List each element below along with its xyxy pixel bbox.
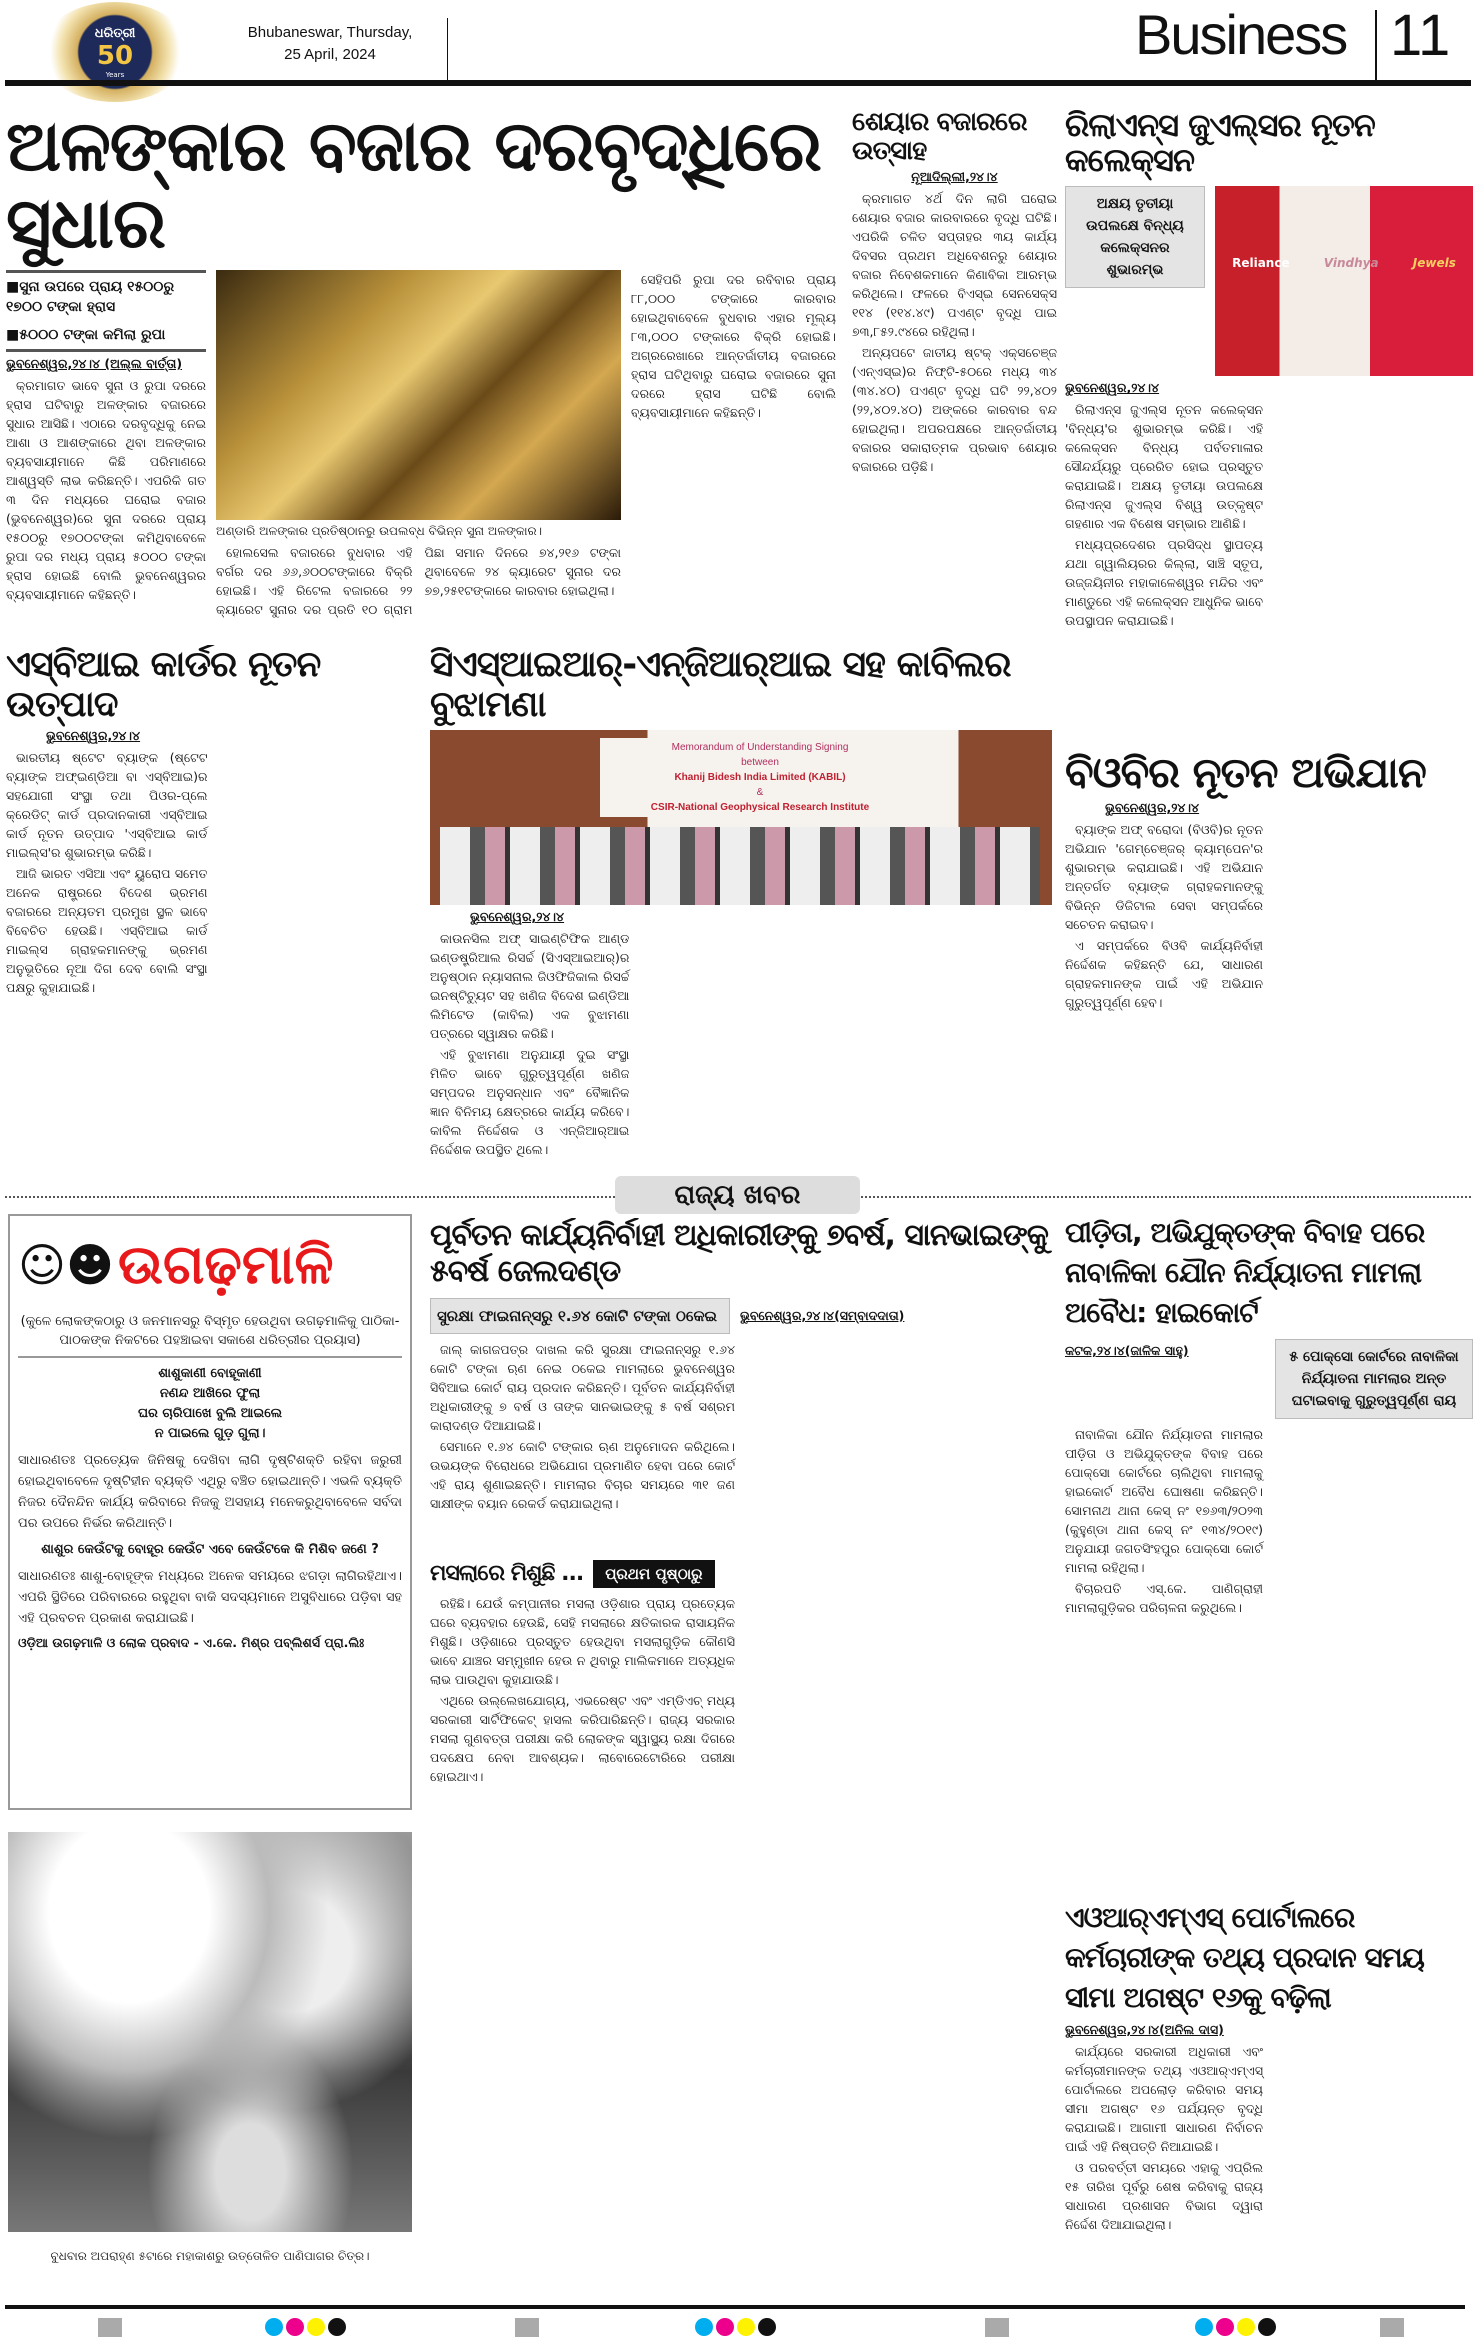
court-body (1065, 1425, 1473, 1893)
cmyk-marks (695, 2318, 779, 2340)
ugadmali-verse (18, 1364, 402, 1444)
article-paragraph: ରିଲାଏନ୍ସ ଜୁଏଲ୍ସ ନୂତନ କଲେକ୍ସନ 'ବିନ୍ଧ୍ୟ'ର ଶୁଭାରମ୍ଭ କରିଛି। ଏହି କଲେକ୍ସନ ବିନ୍ଧ୍ୟ ପର୍ବତମାଳାର ସୌନ୍ଦର୍ଯ୍ୟରୁ ପ୍ରେରିତ ହୋଇ ପ୍ରସ୍ତୁତ କରାଯାଇଛି। ଅକ୍ଷୟ ତୃତୀୟା ଉପଲକ୍ଷେ ରିଲାଏନ୍ସ ଜୁଏଲ୍ସ ବିଶ୍ୱ ଉତ୍କୃଷ୍ଟ ଗହଣାର ଏକ ବିଶେଷ ସମ୍ଭାର ଆଣିଛି। (1065, 402, 1263, 532)
date-line (215, 22, 445, 66)
gold-article (6, 108, 846, 633)
photo-text-vindhya: Vindhya (1323, 256, 1379, 271)
gold-subhead-2: ■୫୦୦୦ ଟଙ୍କା କମିଲା ରୁପା (6, 325, 206, 352)
bottom-rule (5, 2305, 1465, 2309)
registration-dot (737, 2318, 755, 2336)
article-paragraph: ବ୍ୟାଙ୍କ ଅଫ୍ ବରୋଦା (ବିଓବି)ର ନୂତନ ଅଭିଯାନ 'ଗେମ୍‌ଚେଞ୍ଜର୍ କ୍ୟାମ୍ପେନ'ର ଶୁଭାରମ୍ଭ କରାଯାଇଛି। ଏହି ଅଭିଯାନ ଅନ୍ତର୍ଗତ ବ୍ୟାଙ୍କ ଗ୍ରାହକମାନଙ୍କୁ ବିଭିନ୍ନ ଡିଜିଟାଲ ସେବା ସମ୍ପର୍କରେ ସଚେତନ କରାଇବ। (1065, 822, 1263, 933)
share-headline: ଶେୟାର ବଜାରରେ ଉତ୍ସାହ (852, 108, 1027, 166)
mou-body (430, 929, 1052, 1170)
article-paragraph: ବିଚାରପତି ଏସ୍‌.କେ. ପାଣିଗ୍ରାହୀ ମାମଲାଗୁଡ଼ିକର ପରିଚାଳନା କରୁଥିଲେ। (1065, 1581, 1263, 1615)
ugadmali-body-2: ସାଧାରଣତଃ ଶାଶୁ-ବୋହୂଙ୍କ ମଧ୍ୟରେ ଅନେକ ସମୟରେ ଝଗଡ଼ା ଲାଗିରହିଥାଏ। ଏପରି ସ୍ଥିତିରେ ପରିବାରରେ ରହୁଥିବା ବାକି ସଦସ୍ୟମାନେ ଅସୁବିଧାରେ ପଡ଼ିବା ସହ ଏହି ପ୍ରବଚନ ପ୍ରକାଶ କରାଯାଇଛି। (18, 1569, 402, 1626)
page-number: 11 (1390, 3, 1451, 68)
article-paragraph: ଏଥିରେ ଉଲ୍ଲେଖଯୋଗ୍ୟ, ଏଭରେଷ୍ଟ ଏବଂ ଏମ୍‌ଡିଏଚ୍ ମଧ୍ୟ ସରକାରୀ ସାର୍ଟିଫିକେଟ୍ ହାସଲ କରିପାରିଛନ୍ତି। ରାଜ୍ୟ ସରକାର ମସଲା ଗୁଣବତ୍ତା ପରୀକ୍ଷା କରି ଲୋକଙ୍କ ସ୍ୱାସ୍ଥ୍ୟ ରକ୍ଷା ଦିଗରେ ପଦକ୍ଷେପ ନେବା ଆବଶ୍ୟକ। ଲାବୋରେଟୋରିରେ ପରୀକ୍ଷା ହୋଇଥାଏ। (430, 1693, 735, 1784)
print-registration-marks (0, 2318, 1476, 2338)
reliance-article (1065, 108, 1473, 743)
mou-signing-photo (430, 730, 1052, 905)
gold-body-right (631, 270, 836, 633)
gold-body-mid (216, 543, 621, 633)
logo-years-label: Years (105, 70, 125, 79)
spice-headline: ମସଲାରେ ମିଶୁଛି ... (430, 1560, 584, 1586)
ugadmali-body-1: ସାଧାରଣତଃ ପ୍ରତ୍ୟେକ ଜିନିଷକୁ ଦେଖିବା ଲାଗି ଦୃଷ୍ଟିଶକ୍ତି ରହିବା ଜରୁରୀ ହୋଇଥିବାବେଳେ ଦୃଷ୍ଟିହୀନ ବ୍ୟକ୍ତି ଏଥିରୁ ବଞ୍ଚିତ ହୋଇଥାନ୍ତି। ଏଭଳି ବ୍ୟକ୍ତି ନିଜର ଦୈନନ୍ଦିନ କାର୍ଯ୍ୟ କରିବାରେ ନିଜକୁ ଅସହାୟ ମନେକରୁଥିବାବେଳେ ସର୍ବଦା ପର ଉପରେ ନିର୍ଭର କରିଥାନ୍ତି। (18, 1453, 402, 1531)
gold-photo-caption: ଅଣ୍ଡାରି ଅଳଙ୍କାର ପ୍ରତିଷ୍ଠାନରୁ ଉପଲବ୍ଧ ବିଭିନ୍ନ ସୁନା ଅଳଙ୍କାର। (216, 524, 543, 538)
aorms-article (1065, 1898, 1473, 2300)
mou-article (430, 645, 1052, 1170)
aorms-headline: ଏଓଆର୍‌ଏମ୍‌ଏସ୍ ପୋର୍ଟାଲରେ କର୍ମଚାରୀଙ୍କ ତଥ୍ୟ ପ୍ରଦାନ ସମୟ ସୀମା ଅଗଷ୍ଟ ୧୬କୁ ବଢ଼ିଲା (1065, 1901, 1424, 2014)
cmyk-marks (265, 2318, 349, 2340)
article-paragraph: ଆଜି ଭାରତ ଏସିଆ ଏବଂ ୟୁରୋପ ସମେତ ଅନେକ ରାଷ୍ଟ୍ରରେ ବିଦେଶ ଭ୍ରମଣ ବଜାରରେ ଅନ୍ୟତମ ପ୍ରମୁଖ ସ୍ଥଳ ଭାବେ ବିବେଚିତ ହେଉଛି। ଏସ୍‌ବିଆଇ କାର୍ଡ ମାଇଲ୍ସ ଗ୍ରାହକମାନଙ୍କୁ ଭ୍ରମଣ ଅନୁଭୂତିରେ ନୂଆ ଦିଗ ଦେବ ବୋଲି ସଂସ୍ଥା ପକ୍ଷରୁ କୁହାଯାଇଛି। (6, 866, 208, 996)
article-paragraph: ଭାରତୀୟ ଷ୍ଟେଟ ବ୍ୟାଙ୍କ (ଷ୍ଟେଟ ବ୍ୟାଙ୍କ ଅଫ୍‌ଇଣ୍ଡିଆ ବା ଏସ୍‌ବିଆଇ)ର ସହଯୋଗୀ ସଂସ୍ଥା ତଥା ପିଓର-ପ୍ଲେ କ୍ରେଡିଟ୍‌ କାର୍ଡ ପ୍ରଦାନକାରୀ ଏସ୍‌ବିଆଇ କାର୍ଡ ନୂତନ ଉତ୍ପାଦ 'ଏସ୍‌ବିଆଇ କାର୍ଡ ମାଇଲ୍ସ'ର ଶୁଭାରମ୍ଭ କରିଛି। (6, 750, 208, 861)
jail-body (430, 1340, 1052, 1552)
registration-dot (695, 2318, 713, 2336)
ugadmali-header (18, 1224, 402, 1306)
jail-dateline: ଭୁବନେଶ୍ୱର,୨୪।୪(ସମ୍ବାଦଦାତା) (740, 1308, 905, 1323)
spice-article (430, 1560, 1052, 2300)
banner-line: Khanij Bidesh India Limited (KABIL) (674, 772, 846, 784)
article-paragraph: ଏହି ବୁଝାମଣା ଅନୁଯାୟୀ ଦୁଇ ସଂସ୍ଥା ମିଳିତ ଭାବେ ଗୁରୁତ୍ୱପୂର୍ଣ୍ଣ ଖଣିଜ ସମ୍ପଦର ଅନୁସନ୍ଧାନ ଏବଂ ବୈଜ୍ଞାନିକ ଜ୍ଞାନ ବିନିମୟ କ୍ଷେତ୍ରରେ କାର୍ଯ୍ୟ କରିବେ। କାବିଲ ନିର୍ଦ୍ଦେଶକ ଓ ଏନ୍‌ଜିଆର୍‌ଆଇ ନିର୍ଦ୍ଦେଶକ ଉପସ୍ଥିତ ଥିଲେ। (430, 1047, 630, 1158)
registration-dot (265, 2318, 283, 2336)
article-paragraph: ଜାଲ୍ କାଗଜପତ୍ର ଦାଖଲ କରି ସୁରକ୍ଷା ଫାଇନାନ୍ସରୁ ୧.୬୪ କୋଟି ଟଙ୍କା ଋଣ ନେଇ ଠକେଇ ମାମଲାରେ ଭୁବନେଶ୍ୱର ସିବିଆଇ କୋର୍ଟ ରାୟ ପ୍ରଦାନ କରିଛନ୍ତି। ପୂର୍ବତନ କାର୍ଯ୍ୟନିର୍ବାହୀ ଅଧିକାରୀଙ୍କୁ ୭ ବର୍ଷ ଓ ତାଙ୍କ ସାନଭାଇଙ୍କୁ ୫ ବର୍ଷ ସଶ୍ରମ କାରାଦଣ୍ଡ ଦିଆଯାଇଛି। (430, 1342, 735, 1433)
banner-line: Memorandum of Understanding Signing (671, 742, 849, 754)
gold-headline: ଅଳଙ୍କାର ବଜାର ଦରବୃଦ୍ଧିରେ ସୁଧାର (6, 108, 821, 264)
bob-headline: ବିଓବିର ନୂତନ ଅଭିଯାନ (1065, 750, 1426, 797)
jail-subhead: ସୁରକ୍ଷା ଫାଇନାନ୍ସରୁ ୧.୬୪ କୋଟି ଟଙ୍କା ଠକେଇ (430, 1298, 730, 1334)
bob-body (1065, 820, 1473, 1170)
spice-head-row (430, 1560, 1052, 1588)
article-paragraph: ସେହିପରି ରୁପା ଦର ରବିବାର ପ୍ରାୟ ୮୮,୦୦୦ ଟଙ୍କାରେ କାରବାର ହୋଇଥିବାବେଳେ ବୁଧବାର ଏହାର ମୂଲ୍ୟ ୮୩,୦୦୦ ଟଙ୍କାରେ ବିକ୍ରି ହୋଇଛି। ଅଗ୍ରରେଖାରେ ଆନ୍ତର୍ଜାତୀୟ ବଜାରରେ ହ୍ରାସ ଘଟିଥିବାରୁ ଘରୋଇ ବଜାରରେ ସୁନା ଦରରେ ହ୍ରାସ ଘଟିଛି ବୋଲି ବ୍ୟବସାୟୀମାନେ କହିଛନ୍ତି। (631, 272, 836, 420)
article-paragraph: ସେମାନେ ୧.୬୪ କୋଟି ଟଙ୍କାର ଋଣ ଅନୁମୋଦନ କରିଥିଲେ। ଉଭୟଙ୍କ ବିରୋଧରେ ଅଭିଯୋଗ ପ୍ରମାଣିତ ହେବା ପରେ କୋର୍ଟ ଏହି ରାୟ ଶୁଣାଇଛନ୍ତି। ମାମଲାର ବିଚାର ସମୟରେ ୩୧ ଜଣ ସାକ୍ଷୀଙ୍କ ବୟାନ ରେକର୍ଡ କରାଯାଇଥିଲା। (430, 1439, 735, 1511)
cartoon-faces-icon: ☺☻ (18, 1238, 114, 1292)
ugadmali-title: ଉଗଢ଼ମାଳି (118, 1233, 334, 1296)
jail-article (430, 1218, 1052, 1552)
banner-line: between (741, 757, 779, 769)
reliance-dateline: ଭୁବନେଶ୍ୱର,୨୪।୪ (1065, 380, 1160, 396)
registration-dot (758, 2318, 776, 2336)
ugadmali-intro: (କୁଳେ ଲୋକଙ୍କଠାରୁ ଓ ଜନମାନସରୁ ବିସ୍ମୃତ ହେଉଥିବା ଉଗଢ଼ମାଳିକୁ ପାଠିକା-ପାଠକଙ୍କ ନିକଟରେ ପହଞ୍ଚାଇବା ସକାଶେ ଧରିତ୍ରୀର ପ୍ରୟାସ) (18, 1312, 402, 1358)
article-paragraph: ମଧ୍ୟପ୍ରଦେଶର ପ୍ରସିଦ୍ଧ ସ୍ଥାପତ୍ୟ ଯଥା ଗ୍ୱାଲିୟରର କିଲ୍ଲା, ସାଞ୍ଚି ସ୍ତୂପ, ଉଜ୍ଜୟିନୀର ମହାକାଳେଶ୍ୱର ମନ୍ଦିର ଏବଂ ମାଣ୍ଡୁରେ ଏହି କଲେକ୍ସନ ଆଧୁନିକ ଭାବେ ଉପସ୍ଥାପନ କରାଯାଇଛି। (1065, 537, 1263, 629)
registration-dot (286, 2318, 304, 2336)
share-article (852, 108, 1057, 633)
gray-swatch (985, 2318, 1009, 2337)
sbi-article (6, 645, 421, 1170)
sbi-headline: ଏସ୍‌ବିଆଇ କାର୍ଡର ନୂତନ ଉତ୍ପାଦ (6, 645, 321, 725)
article-paragraph: ହୋଲସେଲ ବଜାରରେ ବୁଧବାର ଏହି ବର୍ଗର ଦର ୬୬,୬୦୦ଟଙ୍କାରେ ବିକ୍ରି ହୋଇଛି। ଏହି ରିଟେଲ ବଜାରରେ ୨୨ କ୍ୟାରେଟ ସୁନାର ଦର ପ୍ରତି ୧୦ ଗ୍ରାମ ପିଛା ସମାନ ଦିନରେ ୭୪,୨୧୬ ଟଙ୍କା ଥିବାବେଳେ ୨୪ କ୍ୟାରେଟ ସୁନାର ଦର ୭୭,୨୫୧ଟଙ୍କାରେ କାରବାର ହୋଇଥିଲା। (216, 545, 621, 617)
aorms-dateline: ଭୁବନେଶ୍ୱର,୨୪।୪(ଅନିଲ ଦାସ) (1065, 2022, 1224, 2037)
registration-dot (307, 2318, 325, 2336)
banner-line: CSIR-National Geophysical Research Institute (650, 802, 870, 814)
court-article (1065, 1213, 1473, 1893)
date-line2: 25 April, 2024 (284, 46, 376, 63)
article-paragraph: ରହିଛି। ଯେଉଁ କମ୍ପାନୀର ମସଲା ଓଡ଼ିଶାର ପ୍ରାୟ ପ୍ରତ୍ୟେକ ଘରେ ବ୍ୟବହାର ହେଉଛି, ସେହି ମସଲାରେ କ୍ଷତିକାରକ ରାସାୟନିକ ମିଶୁଛି। ଓଡ଼ିଶାରେ ପ୍ରସ୍ତୁତ ହେଉଥିବା ମସଲାଗୁଡ଼ିକ କୌଣସି ଭାବେ ଯାଞ୍ଚର ସମ୍ମୁଖୀନ ହେଉ ନ ଥିବାରୁ ମାଲିକମାନେ ଅତ୍ୟଧିକ ଲାଭ ପାଉଥିବା କୁହାଯାଉଛି। (430, 1596, 735, 1687)
logo-text: ଧରିତ୍ରୀ (94, 25, 136, 41)
bob-article (1065, 750, 1473, 1170)
masthead-logo (40, 2, 190, 102)
gray-swatch (515, 2318, 539, 2337)
registration-dot (1216, 2318, 1234, 2336)
article-paragraph: କ୍ରମାଗତ ଭାବେ ସୁନା ଓ ରୁପା ଦରରେ ହ୍ରାସ ଘଟିବାରୁ ଅଳଙ୍କାର ବଜାରରେ ସୁଧାର ଆସିଛି। ଏଠାରେ ଦରବୃଦ୍ଧିକୁ ନେଇ ଆଶା ଓ ଆଶଙ୍କାରେ ଥିବା ଅଳଙ୍କାର ବ୍ୟବସାୟୀମାନେ କିଛି ପରିମାଣରେ ଆଶ୍ୱସ୍ତି ଲାଭ କରିଛନ୍ତି। ଏପରିକି ଗତ ୩ ଦିନ ମଧ୍ୟରେ ଘରୋଇ ବଜାର (ଭୁବନେଶ୍ୱର)ରେ ସୁନା ଦରରେ ପ୍ରାୟ ୧୫୦୦ରୁ ୧୭୦୦ଟଙ୍କା କମିଥିବାବେଳେ ରୁପା ଦର ମଧ୍ୟ ପ୍ରାୟ ୫୦୦୦ ଟଙ୍କା ହ୍ରାସ ହୋଇଛି ବୋଲି ଭୁବନେଶ୍ୱରର ବ୍ୟବସାୟୀମାନେ କହିଛନ୍ତି। (6, 378, 206, 602)
article-paragraph: ଓ ପରବର୍ତ୍ତୀ ସମୟରେ ଏହାକୁ ଏପ୍ରିଲ ୧୫ ତାରିଖ ପୂର୍ବରୁ ଶେଷ କରିବାକୁ ରାଜ୍ୟ ସାଧାରଣ ପ୍ରଶାସନ ବିଭାଗ ଦ୍ୱାରା ନିର୍ଦ୍ଦେଶ ଦିଆଯାଇଥିଲା। (1065, 2160, 1263, 2232)
article-paragraph: ଅନ୍ୟପଟେ ଜାତୀୟ ଷ୍ଟକ୍‌ ଏକ୍ସଚେଞ୍ଜ (ଏନ୍‌ଏସ୍‌ଇ)ର ନିଫ୍ଟି-୫୦ରେ ମଧ୍ୟ ୩୪ (୩୪.୪୦) ପଏଣ୍ଟ ବୃଦ୍ଧି ଘଟି ୨୨,୪୦୨ (୨୨,୪୦୨.୪୦) ଅଙ୍କରେ କାରବାର ବନ୍ଦ ହୋଇଥିଲା। ଅପରପକ୍ଷରେ ଆନ୍ତର୍ଜାତୀୟ ବଜାରର ସକାରାତ୍ମକ ପ୍ରଭାବ ଶେୟାର ବଜାରରେ ପଡ଼ିଛି। (852, 345, 1057, 475)
share-body (852, 189, 1057, 633)
jail-headline: ପୂର୍ବତନ କାର୍ଯ୍ୟନିର୍ବାହୀ ଅଧିକାରୀଙ୍କୁ ୭ବର୍ଷ, ସାନଭାଇଙ୍କୁ ୫ବର୍ଷ ଜେଲଦଣ୍ଡ (430, 1218, 1048, 1289)
court-headline: ପୀଡ଼ିତା, ଅଭିଯୁକ୍ତଙ୍କ ବିବାହ ପରେ ନାବାଳିକା ଯୌନ ନିର୍ଯ୍ୟାତନା ମାମଲା ଅବୈଧ: ହାଇକୋର୍ଟ (1065, 1216, 1425, 1329)
satellite-caption: ବୁଧବାର ଅପରାହ୍ଣ ୫ଟାରେ ମହାକାଶରୁ ଉତ୍ତୋଳିତ ପାଣିପାଗର ଚିତ୍ର। (50, 2249, 370, 2263)
ugadmali-question: ଶାଶୁର କେଉଁଟକୁ ବୋହୂର କେଉଁଟ ଏବେ କେଉଁଟକେ କି ମିଶିବ ଜଣେ ? (41, 1542, 379, 1557)
date-line1: Bhubaneswar, Thursday, (247, 24, 413, 41)
reliance-launch-photo (1215, 186, 1473, 376)
top-rule (5, 80, 1471, 86)
article-paragraph: ନାବାଳିକା ଯୌନ ନିର୍ଯ୍ୟାତନା ମାମଲାର ପୀଡ଼ିତା ଓ ଅଭିଯୁକ୍ତଙ୍କ ବିବାହ ପରେ ପୋକ୍‌ସୋ କୋର୍ଟରେ ଚାଲିଥିବା ମାମଲାକୁ ହାଇକୋର୍ଟ ଅବୈଧ ଘୋଷଣା କରିଛନ୍ତି। ସୋମନାଥ ଥାନା କେସ୍ ନଂ ୧୭୬୩/୨୦୨୩ (କୁହୁଣ୍ଡା ଥାନା କେସ୍ ନଂ ୧୩୪/୨୦୧୯) ଅନୁଯାୟୀ ଜଗତସିଂହପୁର ପୋକ୍‌ସୋ କୋର୍ଟ ମାମଲା ରହିଥିଲା। (1065, 1427, 1263, 1575)
mou-banner (600, 738, 920, 817)
article-paragraph: ଏ ସମ୍ପର୍କରେ ବିଓବି କାର୍ଯ୍ୟନିର୍ବାହୀ ନିର୍ଦ୍ଦେଶକ କହିଛନ୍ତି ଯେ, ସାଧାରଣ ଗ୍ରାହକମାନଙ୍କ ପାଇଁ ଏହି ଅଭିଯାନ ଗୁରୁତ୍ୱପୂର୍ଣ୍ଣ ହେବ। (1065, 938, 1263, 1011)
logo-years: 50 (96, 40, 134, 71)
sbi-body (6, 748, 421, 1170)
registration-dot (328, 2318, 346, 2336)
reliance-headline: ରିଲାଏନ୍ସ ଜୁଏଲ୍ସର ନୂତନ କଲେକ୍ସନ (1065, 108, 1375, 180)
people-group (440, 827, 1040, 905)
satellite-weather-image (8, 1832, 412, 2232)
court-highlight-box: ୫ ପୋକ୍‌ସୋ କୋର୍ଟରେ ନାବାଳିକା ନିର୍ଯ୍ୟାତନା ମାମଲାର ଅନ୍ତ ଘଟାଇବାକୁ ଗୁରୁତ୍ୱପୂର୍ଣ୍ଣ ରାୟ (1275, 1339, 1473, 1419)
sbi-dateline: ଭୁବନେଶ୍ୱର,୨୪।୪ (46, 728, 141, 744)
gold-dateline: ଭୁବନେଶ୍ୱର,୨୪।୪ (ଅଲ୍ଲ ବାର୍ତ୍ତା) (6, 356, 183, 371)
aorms-body (1065, 2042, 1473, 2300)
article-paragraph: କାର୍ଯ୍ୟରେ ସରକାରୀ ଅଧିକାରୀ ଏବଂ କର୍ମଚାରୀମାନଙ୍କ ତଥ୍ୟ ଏଓଆର୍‌ଏମ୍‌ଏସ୍ ପୋର୍ଟାଲରେ ଅପଲୋଡ଼ କରିବାର ସମୟ ସୀମା ଅଗଷ୍ଟ ୧୬ ପର୍ଯ୍ୟନ୍ତ ବୃଦ୍ଧି କରାଯାଇଛି। ଆଗାମୀ ସାଧାରଣ ନିର୍ବାଚନ ପାଇଁ ଏହି ନିଷ୍ପତ୍ତି ନିଆଯାଇଛି। (1065, 2044, 1263, 2154)
gray-swatch (1380, 2318, 1404, 2337)
divider (1375, 10, 1377, 80)
continued-from-front-label: ପ୍ରଥମ ପୃଷ୍ଠାରୁ (593, 1560, 714, 1588)
registration-dot (1195, 2318, 1213, 2336)
mou-headline: ସିଏସ୍‌ଆଇଆର୍-ଏନ୍‌ଜିଆର୍‌ଆଇ ସହ କାବିଲର ବୁଝାମଣା (430, 645, 1011, 725)
court-dateline: କଟକ,୨୪।୪(ଜାଳିକ ସାହୁ) (1065, 1343, 1189, 1358)
bob-dateline: ଭୁବନେଶ୍ୱର,୨୪।୪ (1105, 800, 1200, 816)
reliance-highlight-box: ଅକ୍ଷୟ ତୃତୀୟା ଉପଲକ୍ଷେ ବିନ୍ଧ୍ୟ କଲେକ୍ସନର ଶୁଭାରମ୍ଭ (1065, 186, 1205, 288)
jail-sub-row (430, 1298, 1052, 1334)
banner-line: & (756, 787, 764, 799)
cmyk-marks (1195, 2318, 1279, 2340)
photo-text-jewels: Jewels (1412, 256, 1456, 271)
gold-col-2 (216, 270, 621, 633)
article-paragraph: କ୍ରମାଗତ ୪ର୍ଥ ଦିନ ଲାଗି ଘରୋଇ ଶେୟାର ବଜାର କାରବାରରେ ବୃଦ୍ଧି ଘଟିଛି। ଏପରିକି ଚଳିତ ସପ୍ତାହର ୩ୟ କାର୍ଯ୍ୟ ଦିବସର ପ୍ରଥମ ଅଧିବେଶନରୁ ଶେୟାର ବଜାର ନିବେଶକମାନେ କିଣାବିକା ଆରମ୍ଭ କରିଥିଲେ। ଫଳରେ ବିଏସ୍‌ଇ ସେନସେକ୍ସ ୧୧୪ (୧୧୪.୪୯) ପଏଣ୍ଟ ବୃଦ୍ଧି ପାଇ ୭୩,୮୫୨.୯୪ରେ ରହିଥିଲା। (852, 191, 1057, 340)
registration-dot (1237, 2318, 1255, 2336)
ugadmali-box (8, 1214, 412, 1810)
verse-line: ନ ପାଇଲେ ଗୁଡ଼ ଗୁଲା। (154, 1426, 266, 1441)
photo-text-reliance: Reliance (1232, 256, 1290, 271)
gold-subhead-1: ■ସୁନା ଉପରେ ପ୍ରାୟ ୧୫୦୦ରୁ ୧୭୦୦ ଟଙ୍କା ହ୍ରାସ (6, 270, 206, 317)
share-dateline: ନୂଆଦିଲ୍ଲୀ,୨୪।୪ (911, 169, 998, 185)
reliance-body (1065, 400, 1473, 743)
spice-body (430, 1594, 1052, 2300)
gold-columns (6, 270, 846, 633)
ugadmali-credit: ଓଡ଼ିଆ ଉଗଢ଼ମାଳି ଓ ଲୋକ ପ୍ରବାଦ - ଏ.କେ. ମିଶ୍ର ପବ୍ଲିଶର୍ସ ପ୍ରା.ଲିଃ (18, 1635, 365, 1650)
section-label: ରାଜ୍ୟ ଖବର (615, 1176, 860, 1214)
gray-swatch (98, 2318, 122, 2337)
divider (447, 18, 448, 80)
registration-dot (1258, 2318, 1276, 2336)
section-title: Business (1135, 3, 1347, 66)
gold-body-left (6, 376, 206, 633)
gold-col-1 (6, 270, 206, 633)
article-paragraph: କାଉନସିଲ ଅଫ୍ ସାଇଣ୍ଟିଫିକ ଆଣ୍ଡ ଇଣ୍ଡଷ୍ଟ୍ରିଆଲ ରିସର୍ଚ୍ଚ (ସିଏସ୍‌ଆଇଆର୍)ର ଅନୁଷ୍ଠାନ ନ୍ୟାସନାଲ ଜିଓଫିଜିକାଲ ରିସର୍ଚ୍ଚ ଇନଷ୍ଟିଚ୍ୟୁଟ ସହ ଖଣିଜ ବିଦେଶ ଇଣ୍ଡିଆ ଲିମିଟେଡ (କାବିଲ) ଏକ ବୁଝାମଣା ପତ୍ରରେ ସ୍ୱାକ୍ଷର କରିଛି। (430, 931, 630, 1042)
registration-dot (716, 2318, 734, 2336)
reliance-top-row (1065, 186, 1473, 376)
gold-subheads (6, 270, 206, 352)
gold-col-3 (631, 270, 836, 633)
verse-line: ଶାଶୁକାଣୀ ବୋହୂକାଣୀ (158, 1366, 262, 1381)
gold-jewellery-photo (216, 270, 621, 520)
verse-line: ନଣନ୍ଦ ଆଖିରେ ଫୁଲା (159, 1386, 261, 1401)
verse-line: ଘର ଚାରିପାଖେ ବୁଲି ଆଇଲେ (137, 1406, 283, 1421)
court-sub-row (1065, 1339, 1473, 1419)
mou-dateline: ଭୁବନେଶ୍ୱର,୨୪।୪ (470, 909, 565, 925)
